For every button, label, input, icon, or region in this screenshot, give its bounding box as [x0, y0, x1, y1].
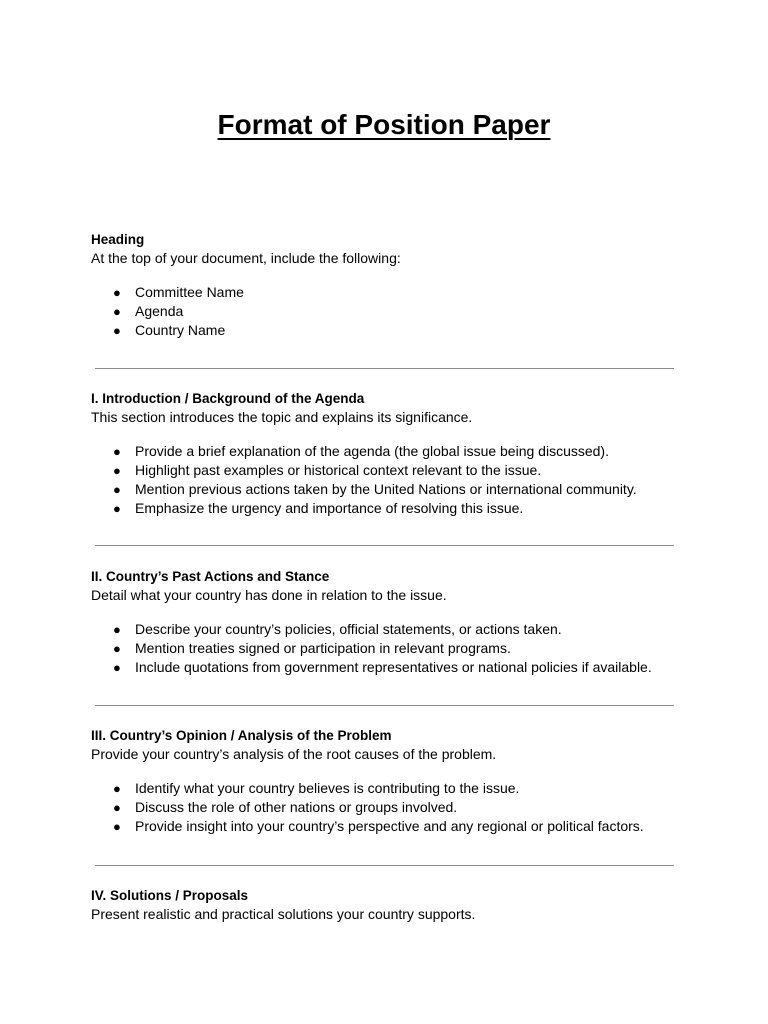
list-item: ● Committee Name — [113, 284, 244, 300]
list-item: ● Describe your country’s policies, official statements, or actions taken. — [113, 621, 562, 637]
section-heading-info — [91, 231, 691, 340]
list-item: ● Country Name — [113, 322, 226, 338]
bullet-list — [91, 779, 691, 836]
page-title: Format of Position Paper — [217, 109, 551, 140]
list-item: ● Mention previous actions taken by the United Nations or international community. — [113, 481, 637, 497]
section-description: Detail what your country has done in relation to the issue. — [91, 587, 447, 603]
section-introduction — [91, 390, 691, 518]
section-analysis — [91, 727, 691, 836]
bullet-icon: ● — [113, 463, 121, 478]
list-item: ● Emphasize the urgency and importance of resolving this issue. — [113, 500, 524, 516]
section-description: Present realistic and practical solutions your country supports. — [91, 906, 476, 922]
section-title: I. Introduction / Background of the Agenda — [91, 391, 365, 406]
bullet-list — [91, 620, 691, 677]
bullet-list — [91, 442, 691, 518]
list-item: ● Identify what your country believes is contributing to the issue. — [113, 780, 520, 796]
bullet-icon: ● — [113, 501, 121, 516]
list-item: ● Mention treaties signed or participation in relevant programs. — [113, 640, 511, 656]
bullet-list — [91, 283, 691, 340]
section-divider — [95, 865, 674, 866]
bullet-icon: ● — [113, 304, 121, 319]
section-title: II. Country’s Past Actions and Stance — [91, 569, 330, 584]
list-item: ● Agenda — [113, 303, 184, 319]
section-title: Heading — [91, 232, 145, 247]
list-item: ● Include quotations from government representatives or national policies if available. — [113, 659, 652, 675]
list-item: ● Provide insight into your country’s perspective and any regional or political factors. — [113, 818, 644, 834]
bullet-icon: ● — [113, 323, 121, 338]
bullet-icon: ● — [113, 800, 121, 815]
section-description: This section introduces the topic and explains its significance. — [91, 409, 473, 425]
section-title: III. Country’s Opinion / Analysis of the Problem — [91, 728, 392, 743]
bullet-icon: ● — [113, 819, 121, 834]
section-divider — [95, 368, 674, 369]
section-title: IV. Solutions / Proposals — [91, 888, 249, 903]
bullet-icon: ● — [113, 622, 121, 637]
section-divider — [95, 545, 674, 546]
bullet-icon: ● — [113, 641, 121, 656]
section-past-actions — [91, 568, 691, 677]
bullet-icon: ● — [113, 482, 121, 497]
section-solutions — [91, 887, 691, 924]
bullet-icon: ● — [113, 444, 121, 459]
list-item: ● Provide a brief explanation of the agenda (the global issue being discussed). — [113, 443, 609, 459]
section-description: Provide your country’s analysis of the root causes of the problem. — [91, 746, 497, 762]
section-description: At the top of your document, include the following: — [91, 250, 401, 266]
section-divider — [95, 705, 674, 706]
list-item: ● Discuss the role of other nations or groups involved. — [113, 799, 458, 815]
bullet-icon: ● — [113, 285, 121, 300]
list-item: ● Highlight past examples or historical context relevant to the issue. — [113, 462, 542, 478]
bullet-icon: ● — [113, 781, 121, 796]
bullet-icon: ● — [113, 660, 121, 675]
